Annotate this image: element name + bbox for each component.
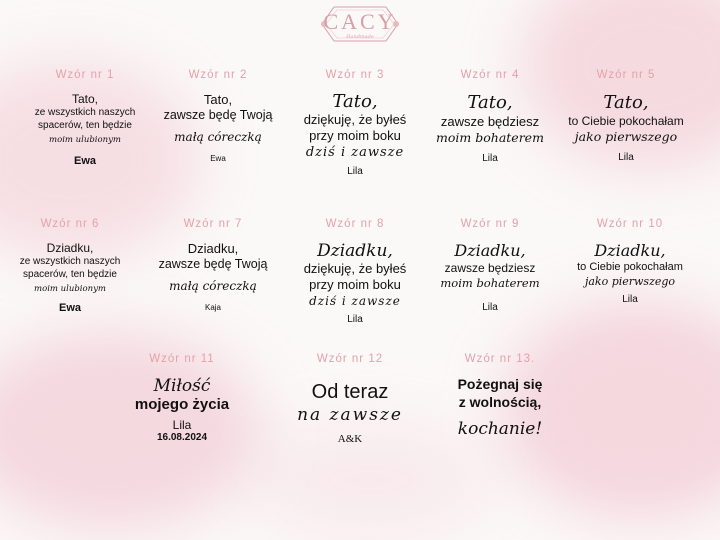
design-line: spacerów, ten będzie — [38, 119, 132, 131]
design-date: 16.08.2024 — [156, 431, 208, 443]
design-script-title: Dziadku, — [454, 241, 526, 260]
brand-tagline: Handmade — [346, 34, 374, 40]
design-script-text: małą córeczką — [174, 129, 262, 144]
design-line: to Ciebie pokochałam — [577, 261, 683, 273]
design-script-title: Dziadku, — [317, 241, 393, 261]
design-card-6 — [0, 217, 140, 314]
design-script-text: moim ulubionym — [34, 284, 106, 294]
design-script-title: Tato, — [603, 92, 649, 113]
design-name: Lila — [622, 293, 638, 305]
design-name: Lila — [618, 152, 634, 163]
design-label: Wzór nr 2 — [188, 69, 248, 81]
design-line: zawsze będę Twoją — [158, 257, 268, 272]
design-label: Wzór nr 3 — [325, 69, 385, 81]
design-script-text: dziś i zawsze — [305, 144, 405, 160]
design-line: zawsze będę Twoją — [163, 108, 273, 123]
design-card-10 — [560, 217, 700, 305]
design-card-5 — [556, 68, 696, 163]
design-label: Wzór nr 9 — [460, 218, 520, 230]
design-card-2 — [148, 68, 288, 163]
design-name: Lila — [347, 165, 363, 177]
design-line: ze wszystkich naszych — [34, 107, 136, 118]
design-script-text: moim bohaterem — [436, 130, 544, 146]
design-name: Lila — [482, 302, 498, 313]
design-name: Ewa — [210, 153, 226, 163]
design-line: mojego życia — [134, 396, 230, 413]
design-line: przy moim boku — [309, 128, 401, 144]
design-name: Ewa — [58, 302, 81, 314]
design-label: Wzór nr 13. — [464, 353, 536, 365]
design-script-text: jako pierwszego — [584, 274, 676, 288]
design-line: spacerów, ten będzie — [23, 268, 117, 280]
design-line: dziękuję, że byłeś — [303, 261, 407, 276]
design-label: Wzór nr 12 — [316, 353, 384, 365]
design-script-text: moim bohaterem — [440, 276, 540, 290]
design-name: Lila — [172, 417, 192, 432]
design-line: Tato, — [71, 92, 98, 106]
design-script-title: Tato, — [467, 92, 513, 113]
design-script-text: jako pierwszego — [574, 129, 678, 144]
design-line: Dziadku, — [187, 241, 239, 256]
design-name: Lila — [347, 313, 363, 325]
design-line: przy moim boku — [309, 277, 401, 293]
design-line: Tato, — [203, 92, 233, 107]
brand-name: CACY — [323, 9, 397, 34]
design-line: to Ciebie pokochałam — [568, 114, 684, 128]
design-script-text: dziś i zawsze — [309, 293, 401, 308]
design-line: zawsze będziesz — [440, 114, 540, 129]
design-card-1 — [15, 68, 155, 167]
design-label: Wzór nr 7 — [183, 218, 243, 230]
design-script-title: Dziadku, — [594, 241, 666, 260]
design-line: Dziadku, — [46, 241, 94, 255]
design-label: Wzór nr 6 — [40, 218, 100, 230]
design-script-text: moim ulubionym — [49, 135, 121, 145]
design-line: dziękuję, że byłeś — [303, 112, 407, 127]
design-name: Kaja — [204, 302, 221, 312]
design-card-11 — [112, 352, 252, 443]
brand-logo — [312, 4, 408, 44]
design-name: Lila — [482, 153, 498, 165]
design-card-13 — [430, 352, 570, 439]
design-card-3 — [285, 68, 425, 177]
design-card-9 — [420, 217, 560, 313]
design-script-text: na zawsze — [297, 405, 403, 425]
design-card-7 — [143, 217, 283, 312]
design-script-title: Tato, — [332, 91, 378, 112]
design-script-text: kochanie! — [457, 419, 543, 439]
design-label: Wzór nr 11 — [149, 353, 215, 365]
design-script-title: Miłość — [153, 376, 211, 396]
design-card-8 — [285, 217, 425, 325]
design-label: Wzór nr 10 — [596, 218, 664, 230]
design-label: Wzór nr 4 — [460, 69, 520, 81]
design-line: ze wszystkich naszych — [19, 256, 121, 267]
design-name: A&K — [337, 433, 363, 445]
design-line: zawsze będziesz — [444, 261, 536, 275]
design-line: Pożegnaj się — [457, 376, 543, 392]
design-card-12 — [280, 352, 420, 445]
design-name: Ewa — [73, 155, 96, 167]
design-label: Wzór nr 1 — [55, 69, 115, 81]
design-script-text: małą córeczką — [169, 278, 257, 293]
design-line: z wolnością, — [458, 393, 542, 410]
design-card-4 — [420, 68, 560, 164]
design-label: Wzór nr 8 — [325, 218, 385, 230]
design-label: Wzór nr 5 — [596, 69, 656, 81]
design-line: Od teraz — [311, 381, 389, 403]
